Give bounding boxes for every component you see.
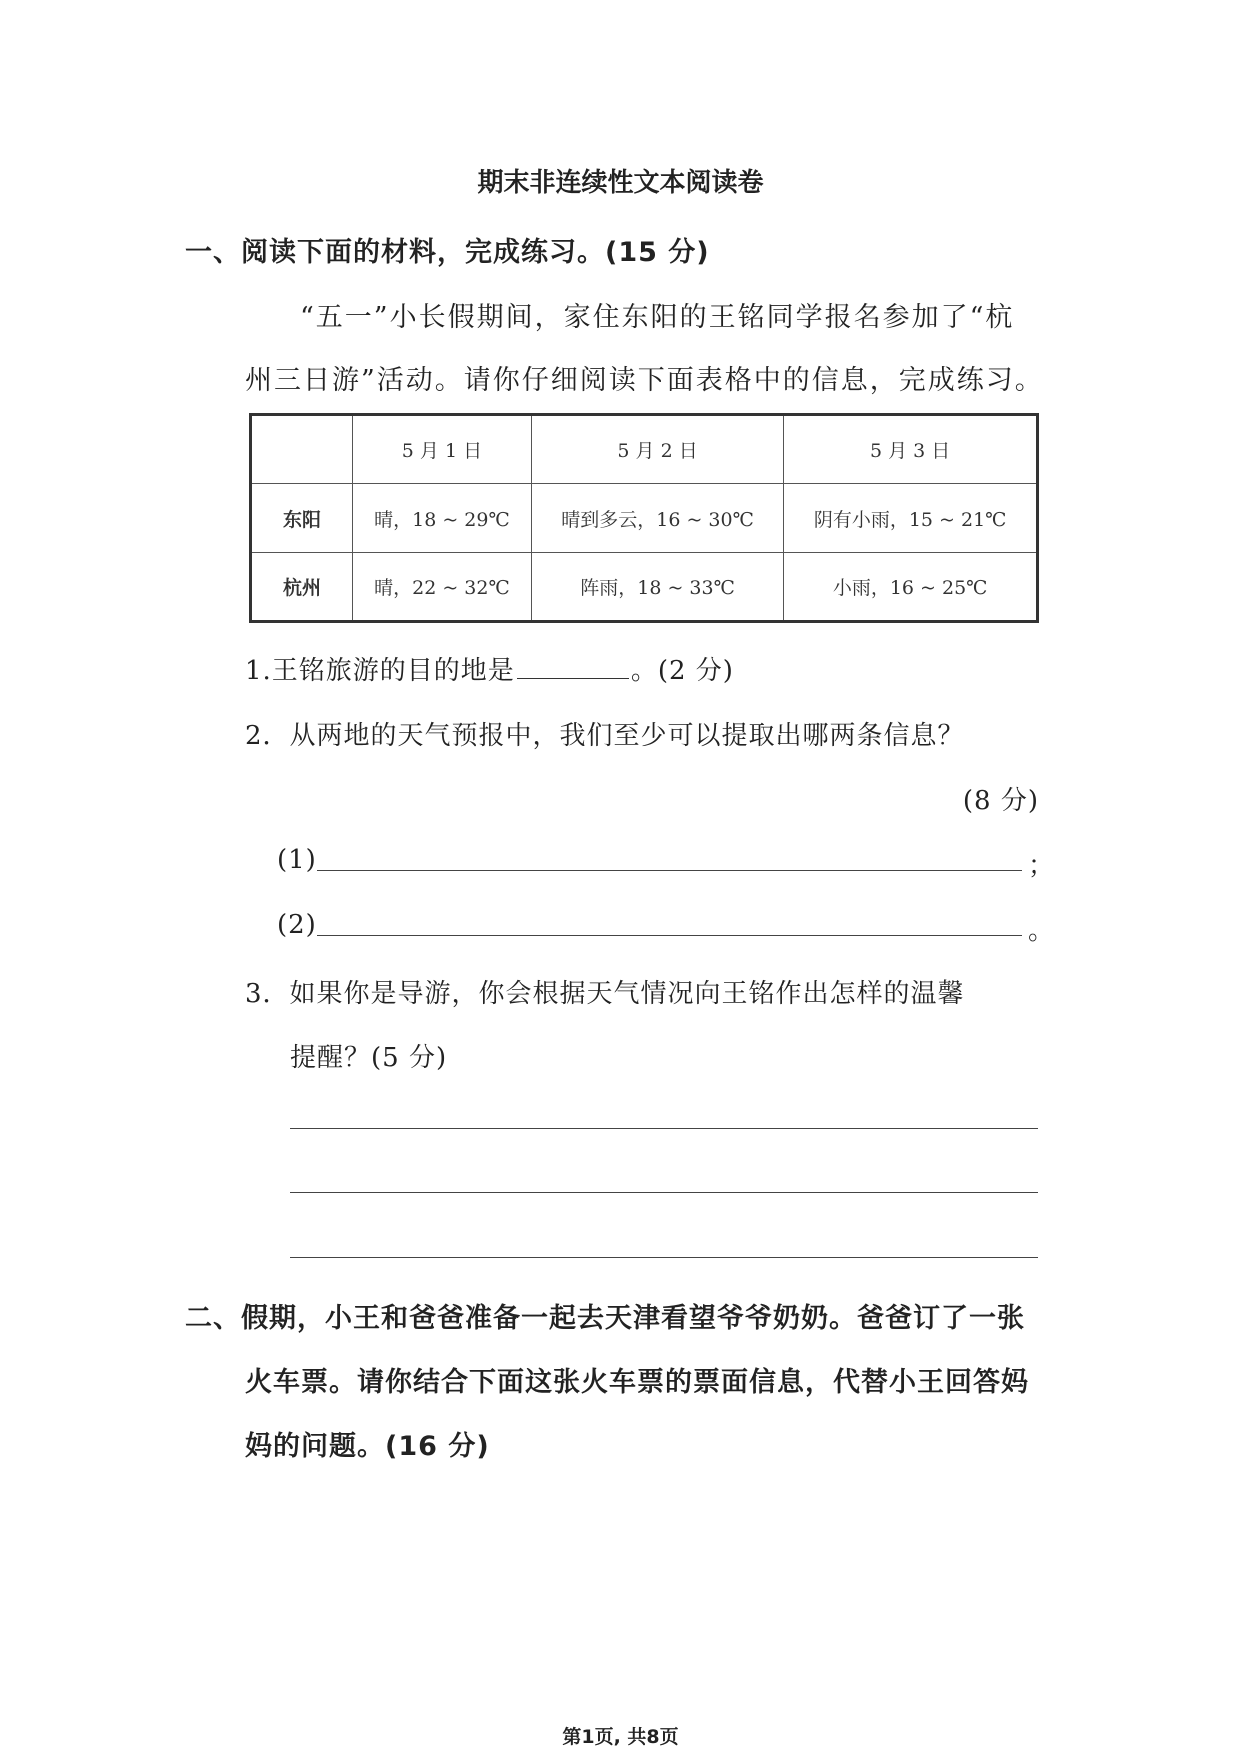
answer-1-end: ； (1028, 851, 1056, 881)
answer-2-line[interactable] (317, 935, 1022, 936)
table-cell: 小雨，16 ~ 25℃ (784, 553, 1038, 622)
question-3-line2: 提醒？(5 分) (290, 1043, 448, 1073)
answer-2-end: 。 (1028, 916, 1056, 946)
question-1-score: 。(2 分) (630, 656, 734, 686)
page-title: 期末非连续性文本阅读卷 (477, 168, 764, 198)
question-2-score: (8 分) (962, 786, 1039, 816)
question-1 (245, 650, 734, 687)
table-cell: 晴到多云，16 ~ 30℃ (531, 484, 783, 553)
question-3-answer-line[interactable] (290, 1128, 1038, 1129)
table-row (251, 553, 1038, 622)
weather-table (249, 413, 1039, 623)
question-1-answer-blank[interactable] (517, 652, 629, 679)
table-city-cell: 东阳 (251, 484, 353, 553)
table-cell: 阴有小雨，15 ~ 21℃ (784, 484, 1038, 553)
table-cell: 阵雨，18 ~ 33℃ (531, 553, 783, 622)
question-2-text: 2．从两地的天气预报中，我们至少可以提取出哪两条信息？ (245, 721, 965, 751)
section1-intro-line1: “五一”小长假期间，家住东阳的王铭同学报名参加了“杭 (300, 302, 1015, 333)
section1-heading: 一、阅读下面的材料，完成练习。(15 分) (185, 237, 710, 268)
table-row (251, 484, 1038, 553)
section2-line2: 火车票。请你结合下面这张火车票的票面信息，代替小王回答妈 (245, 1367, 1029, 1398)
section1-intro-line2: 州三日游”活动。请你仔细阅读下面表格中的信息，完成练习。 (245, 365, 1044, 396)
table-corner-cell (251, 415, 353, 484)
table-header-date: 5 月 3 日 (784, 415, 1038, 484)
answer-2-label: (2) (277, 910, 317, 940)
table-city-cell: 杭州 (251, 553, 353, 622)
section2-line1: 二、假期，小王和爸爸准备一起去天津看望爷爷奶奶。爸爸订了一张 (185, 1303, 1025, 1334)
table-header-date: 5 月 1 日 (353, 415, 532, 484)
table-header-row (251, 415, 1038, 484)
section2-line3: 妈的问题。(16 分) (245, 1431, 490, 1462)
page-number: 第1页, 共8页 (562, 1726, 679, 1748)
answer-1-line[interactable] (317, 870, 1022, 871)
table-cell: 晴，18 ~ 29℃ (353, 484, 532, 553)
answer-1-label: (1) (277, 845, 317, 875)
question-3-answer-line[interactable] (290, 1192, 1038, 1193)
question-1-text: 1.王铭旅游的目的地是 (245, 656, 515, 686)
table-cell: 晴，22 ~ 32℃ (353, 553, 532, 622)
question-3-answer-line[interactable] (290, 1257, 1038, 1258)
table-header-date: 5 月 2 日 (531, 415, 783, 484)
question-3-line1: 3．如果你是导游，你会根据天气情况向王铭作出怎样的温馨 (245, 979, 965, 1009)
